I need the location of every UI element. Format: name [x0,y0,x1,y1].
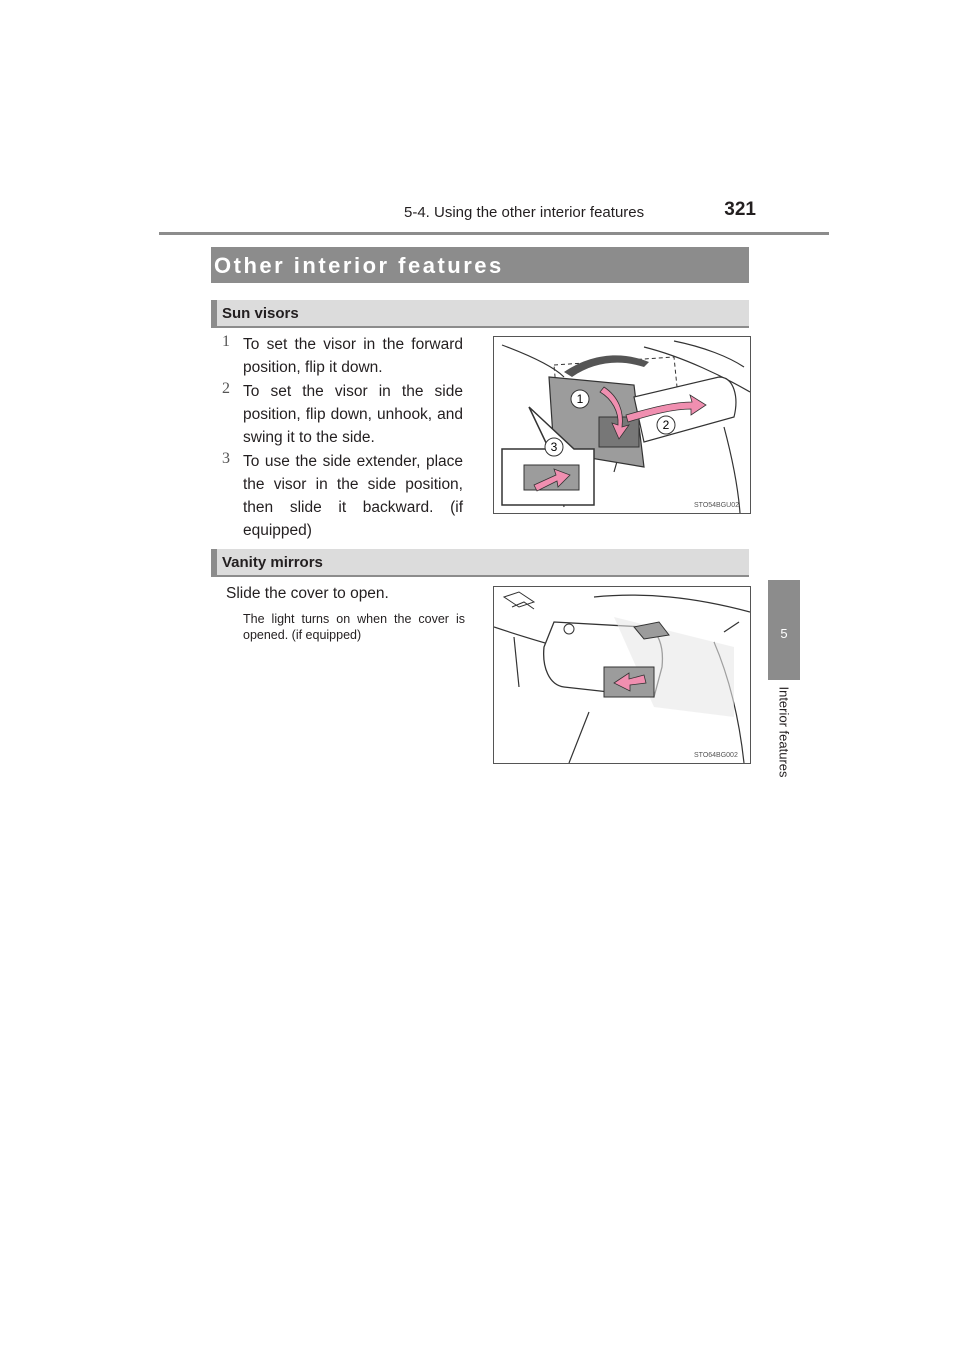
step-1-text: To set the visor in the forward position, flip it down. [243,336,463,376]
vanity-mirror-figure-code: STO64BG002 [694,752,738,759]
step-3-text: To use the side extender, place the visor in the side position, then slide it backward. (if equipped) [243,453,463,539]
callout-1-label: 1 [576,392,584,406]
chapter-label-text: Interior features [776,686,792,778]
vanity-mirrors-heading: Vanity mirrors [222,554,323,571]
vanity-mirror-figure [493,586,751,764]
header-rule [159,232,829,235]
step-2-number-icon: 2 [222,380,230,397]
visor-hinge [564,624,574,634]
step-1-number-icon: 1 [222,333,230,350]
vanity-mirror-illustration [494,587,750,763]
sun-visors-heading-mark [211,300,217,328]
page-number: 321 [724,199,756,220]
vanity-mirrors-heading-mark [211,549,217,577]
sun-visors-heading: Sun visors [222,305,299,322]
sun-visor-figure [493,336,751,514]
callout-3-label: 3 [550,440,558,454]
step-3-number-icon: 3 [222,450,230,467]
sun-visor-figure-code: STO54BGU02 [694,502,740,509]
step-2-text: To set the visor in the side position, flip down, unhook, and swing it to the side. [243,383,463,446]
page-title: Other interior features [214,253,504,278]
callout-2-label: 2 [662,418,670,432]
chapter-label [764,680,804,790]
vanity-instruction: Slide the cover to open. [226,585,389,602]
vent-detail [504,592,534,609]
vanity-note: The light turns on when the cover is opened. (if equipped) [243,612,465,642]
chapter-number: 5 [780,626,788,641]
flip-arrow-icon [564,355,649,377]
running-header-section: 5-4. Using the other interior features [404,204,645,221]
sun-visor-illustration [494,337,750,513]
